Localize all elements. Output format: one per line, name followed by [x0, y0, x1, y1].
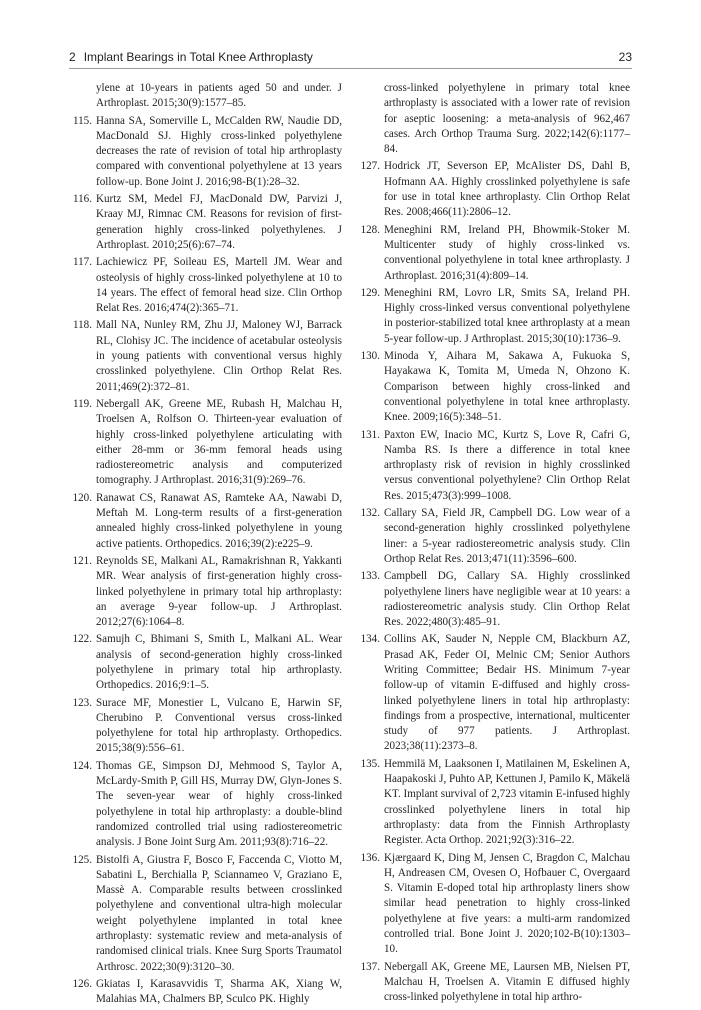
reference-number: 135.: [360, 757, 380, 770]
reference-entry: [357, 286, 630, 347]
reference-number: 117.: [72, 256, 92, 269]
reference-number: 126.: [72, 977, 92, 990]
reference-entry: [357, 960, 630, 1006]
reference-number: 127.: [360, 160, 380, 173]
reference-text: Minoda Y, Aihara M, Sakawa A, Fukuoka S, Hayakawa K, Tomita M, Umeda N, Ohzono K. Comparison between highly cross-linked and conventional polyethylene in total knee arthroplasty. Knee. 2009;16(5):348–51.: [384, 350, 630, 424]
reference-text: Callary SA, Field JR, Campbell DG. Low wear of a second-generation highly crosslinked polyethylene liner: a 5-year radiostereometric analysis study. Clin Orthop Relat Res. 2013;471(11):3596–600.: [384, 507, 630, 565]
reference-text: Bistolfi A, Giustra F, Bosco F, Faccenda C, Viotto M, Sabatini L, Berchialla P, Sciannameo V, Graziano E, Massè A. Comparable results between crosslinked polyethylene and conventional ultra-high molecular weight polyethylene implanted in total knee arthroplasty: systematic review and meta-analysis of randomised clinical trials. Knee Surg Sports Traumatol Arthrosc. 2022;30(9):3120–30.: [96, 853, 342, 973]
chapter-title: Implant Bearings in Total Knee Arthroplasty: [83, 50, 313, 64]
reference-number: 134.: [360, 633, 380, 646]
chapter-heading: [69, 50, 313, 64]
reference-text: Lachiewicz PF, Soileau ES, Martell JM. Wear and osteolysis of highly cross-linked polyethylene at 10 to 14 years. The effect of femoral head size. Clin Orthop Relat Res. 2016;474(2):365–71.: [96, 256, 342, 315]
reference-entry: [357, 223, 630, 284]
reference-number: 118.: [72, 319, 92, 332]
reference-entry: [69, 853, 342, 975]
reference-text: Ranawat CS, Ranawat AS, Ramteke AA, Nawabi D, Meftah M. Long-term results of a first-generation annealed highly cross-linked polyethylene in young active patients. Orthopedics. 2016;39(2):e225–9.: [96, 491, 342, 550]
reference-text: Kurtz SM, Medel FJ, MacDonald DW, Parvizi J, Kraay MJ, Rimnac CM. Reasons for revision of first-generation highly cross-linked polyethylenes. J Arthroplast. 2010;25(6):67–74.: [96, 193, 342, 251]
reference-number: 136.: [360, 851, 380, 864]
reference-number: 132.: [360, 507, 380, 520]
reference-number: 122.: [72, 633, 92, 646]
reference-text: Thomas GE, Simpson DJ, Mehmood S, Taylor A, McLardy-Smith P, Gill HS, Murray DW, Glyn-Jones S. The seven-year wear of highly cross-linked polyethylene in total hip arthroplasty: a double-blind randomized controlled trial using radiostereometric analysis. J Bone Joint Surg Am. 2011;93(8):716–22.: [96, 759, 342, 849]
reference-entry: [69, 491, 342, 552]
reference-text: Hemmilä M, Laaksonen I, Matilainen M, Eskelinen A, Haapakoski J, Puhto AP, Kettunen J, Pamilo K, Mäkelä KT. Implant survival of 2,723 vitamin E-infused highly crosslinked polyethylene liners in total hip arthroplasty: data from the Finnish Arthroplasty Register. Acta Orthop. 2021;92(3):316–22.: [384, 757, 630, 847]
reference-text: ylene at 10-years in patients aged 50 and under. J Arthroplast. 2015;30(9):1577–85.: [96, 82, 342, 110]
reference-text: Hodrick JT, Severson EP, McAlister DS, Dahl B, Hofmann AA. Highly crosslinked polyethylene is safe for use in total knee arthroplasty. Clin Orthop Relat Res. 2008;466(11):2806–12.: [384, 160, 630, 219]
reference-entry: [69, 554, 342, 630]
reference-number: 131.: [360, 428, 380, 441]
reference-column-left: [69, 81, 342, 1010]
reference-entry: [357, 428, 630, 504]
reference-number: 128.: [360, 223, 380, 236]
reference-entry: [357, 851, 630, 958]
reference-entry-continued: [357, 81, 630, 157]
reference-text: Meneghini RM, Ireland PH, Bhowmik-Stoker M. Multicenter study of highly cross-linked vs. conventional polyethylene in total knee arthroplasty. J Arthroplast. 2016;31(4):809–14.: [384, 223, 630, 282]
reference-text: Mall NA, Nunley RM, Zhu JJ, Maloney WJ, Barrack RL, Clohisy JC. The incidence of acetabular osteolysis in young patients with conventional versus highly crosslinked polyethylene. Clin Orthop Relat Res. 2011;469(2):372–81.: [96, 319, 342, 393]
reference-entry: [357, 349, 630, 425]
reference-number: 125.: [72, 853, 92, 866]
reference-number: 120.: [72, 491, 92, 504]
reference-number: 123.: [72, 696, 92, 709]
reference-text: Gkiatas I, Karasavvidis T, Sharma AK, Xiang W, Malahias MA, Chalmers BP, Sculco PK. Highly: [96, 977, 342, 1006]
reference-text: cross-linked polyethylene in primary total knee arthroplasty is associated with a lower rate of revision for aseptic loosening: a meta-analysis of 962,467 cases. Arch Orthop Trauma Surg. 2022;142(6):1177–84.: [384, 82, 630, 156]
reference-entry: [69, 632, 342, 693]
reference-entry: [357, 569, 630, 630]
reference-text: Hanna SA, Somerville L, McCalden RW, Naudie DD, MacDonald SJ. Highly cross-linked polyethylene decreases the rate of revision of total hip arthroplasty compared with conventional polyethylene at 13 years follow-up. Bone Joint J. 2016;98-B(1):28–32.: [96, 114, 342, 188]
chapter-number: 2: [69, 50, 76, 64]
reference-number: 115.: [72, 114, 92, 127]
reference-entry: [357, 506, 630, 567]
reference-number: 124.: [72, 759, 92, 772]
reference-entry: [357, 632, 630, 754]
reference-number: 121.: [72, 554, 92, 567]
reference-number: 119.: [72, 397, 92, 410]
reference-entry: [69, 318, 342, 394]
reference-number: 137.: [360, 960, 380, 973]
reference-entry: [69, 977, 342, 1008]
reference-entry: [69, 696, 342, 757]
reference-number: 130.: [360, 350, 380, 363]
reference-number: 129.: [360, 286, 380, 299]
reference-text: Samujh C, Bhimani S, Smith L, Malkani AL. Wear analysis of second-generation highly cross-linked polyethylene in primary total hip arthroplasty. Orthopedics. 2016;9:1–5.: [96, 633, 342, 692]
reference-entry: [357, 757, 630, 849]
reference-text: Campbell DG, Callary SA. Highly crosslinked polyethylene liners have negligible wear at 10 years: a radiostereometric analysis study. Clin Orthop Relat Res. 2022;480(3):485–91.: [384, 570, 630, 629]
reference-text: Surace MF, Monestier L, Vulcano E, Harwin SF, Cherubino P. Conventional versus cross-linked polyethylene for total hip arthroplasty. Orthopedics. 2015;38(9):556–61.: [96, 696, 342, 755]
reference-text: Collins AK, Sauder N, Nepple CM, Blackburn AZ, Prasad AK, Feder OI, Melnic CM; Senior Authors Writing Committee; Bedair HS. Minimum 7-year follow-up of vitamin E-diffused and highly cross-linked polyethylene liners in total hip arthroplasty: findings from a prospective, international, multicenter study of 977 patients. J Arthroplast. 2023;38(11):2373–8.: [384, 633, 630, 753]
reference-column-right: [357, 81, 630, 1008]
reference-entry: [357, 159, 630, 220]
running-header: [69, 48, 632, 69]
reference-number: 116.: [72, 193, 92, 206]
reference-entry: [69, 255, 342, 316]
reference-text: Kjærgaard K, Ding M, Jensen C, Bragdon C, Malchau H, Andreasen CM, Ovesen O, Hofbauer C, Overgaard S. Vitamin E-doped total hip arthroplasty liners show similar head penetration to highly cross-linked polyethylene at five years: a multi-arm randomized controlled trial. Bone Joint J. 2020;102-B(10):1303–10.: [384, 851, 630, 956]
reference-text: Nebergall AK, Greene ME, Laursen MB, Nielsen PT, Malchau H, Troelsen A. Vitamin E diffused highly cross-linked polyethylene in total hip arthro-: [384, 960, 630, 1004]
reference-text: Nebergall AK, Greene ME, Rubash H, Malchau H, Troelsen A, Rolfson O. Thirteen-year evaluation of highly cross-linked polyethylene articulating with either 28-mm or 36-mm femoral heads using radiostereometric analysis and computerized tomography. J Arthroplast. 2016;31(9):269–76.: [96, 397, 342, 487]
reference-entry-continued: [69, 81, 342, 112]
reference-entry: [69, 114, 342, 190]
reference-number: 133.: [360, 570, 380, 583]
reference-entry: [69, 759, 342, 851]
reference-text: Reynolds SE, Malkani AL, Ramakrishnan R, Yakkanti MR. Wear analysis of first-generation highly cross-linked polyethylene in primary total hip arthroplasty: an average 9-year follow-up. J Arthroplast. 2012;27(6):1064–8.: [96, 554, 342, 629]
reference-text: Paxton EW, Inacio MC, Kurtz S, Love R, Cafri G, Namba RS. Is there a difference in total knee arthroplasty risk of revision in highly crosslinked versus conventional polyethylene? Clin Orthop Relat Res. 2015;473(3):999–1008.: [384, 428, 630, 502]
reference-text: Meneghini RM, Lovro LR, Smits SA, Ireland PH. Highly cross-linked versus conventional polyethylene in posterior-stabilized total knee arthroplasty at a mean 5-year follow-up. J Arthroplast. 2015;30(10):1736–9.: [384, 286, 630, 345]
reference-entry: [69, 192, 342, 253]
reference-entry: [69, 397, 342, 489]
page-number: 23: [618, 50, 632, 64]
